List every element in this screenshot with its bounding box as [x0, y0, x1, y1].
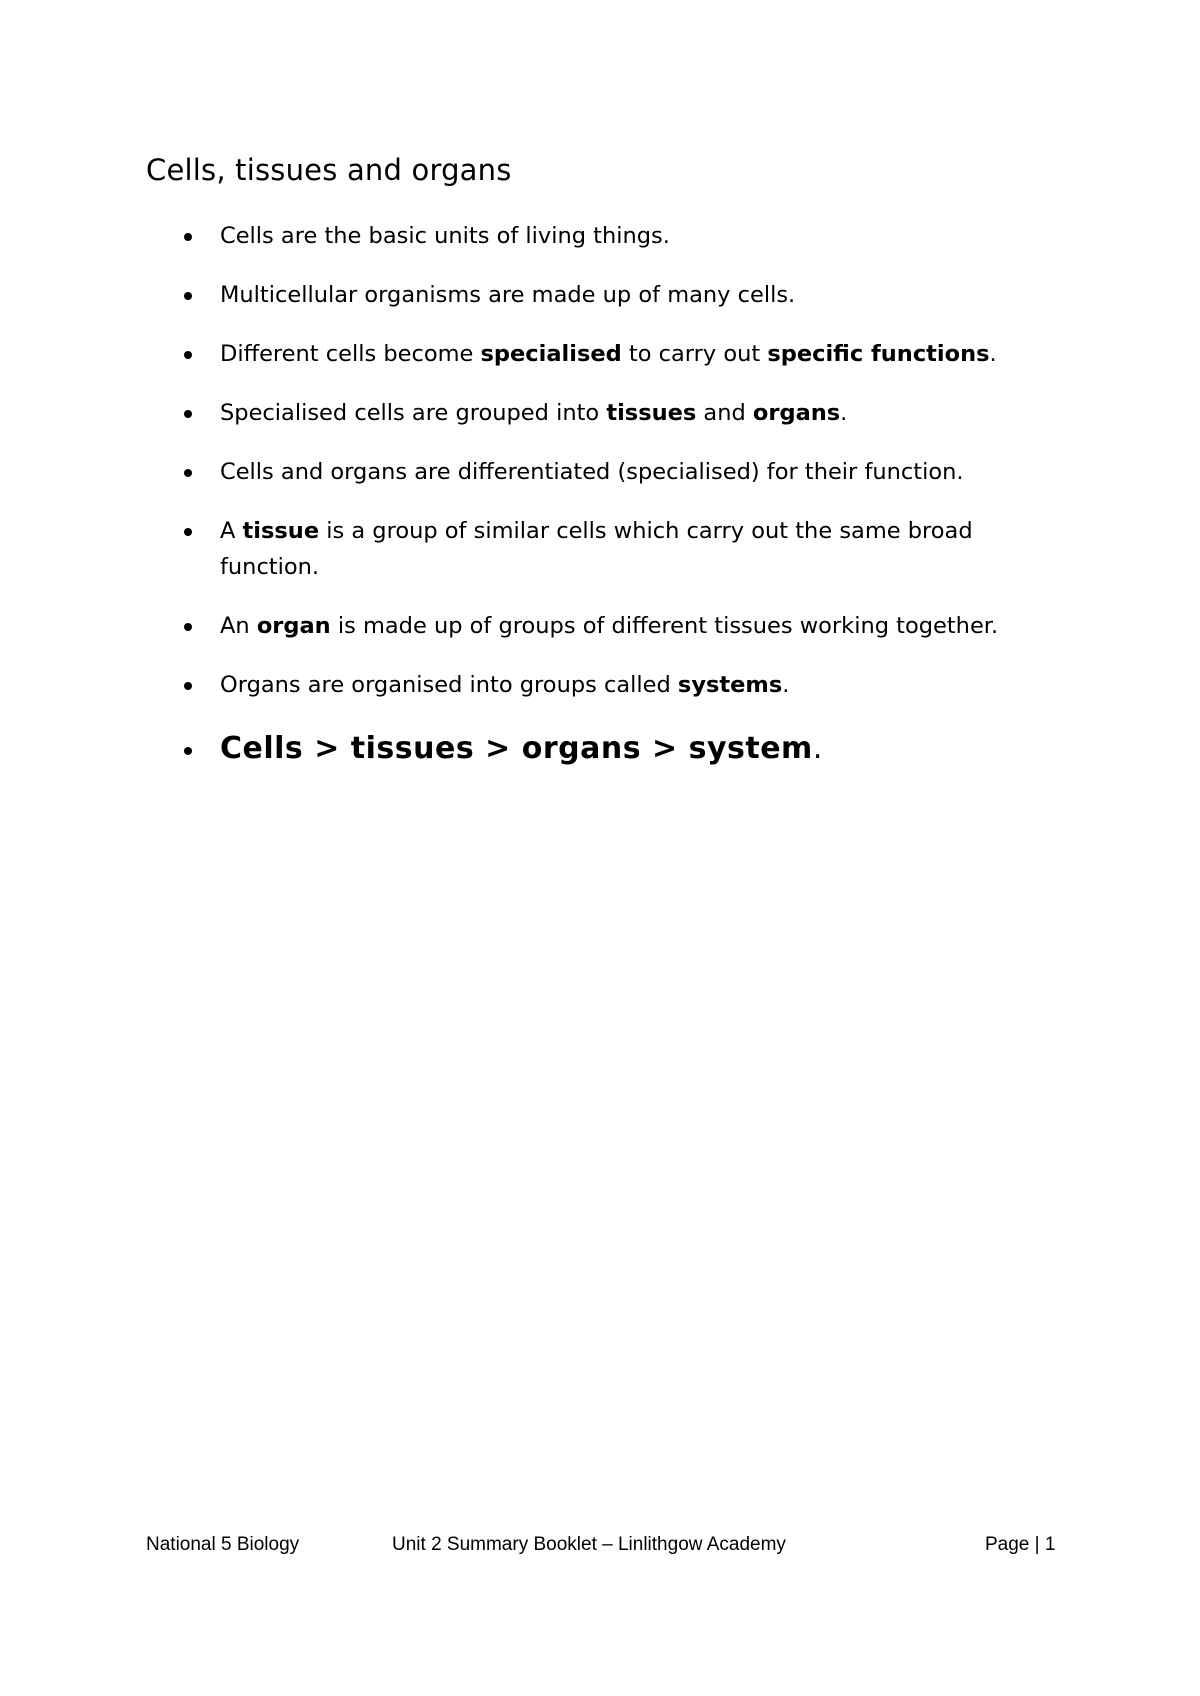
bold-term: tissues	[606, 400, 697, 426]
bullet-text: and	[696, 400, 753, 426]
bullet-dot-icon	[184, 469, 192, 477]
bullet-text: is made up of groups of different tissues working together.	[330, 613, 999, 639]
bullet-dot-icon	[184, 528, 192, 536]
bold-term: specialised	[480, 341, 622, 367]
bullet-text: to carry out	[621, 341, 768, 367]
bullet-list	[0, 218, 1200, 795]
bullet-item	[0, 608, 1200, 644]
bullet-text: A	[220, 518, 243, 544]
bullet-dot-icon	[184, 623, 192, 631]
bullet-text: Different cells become	[220, 341, 481, 367]
bold-term: Cells > tissues > organs > system	[220, 731, 813, 766]
bullet-text: Cells are the basic units of living things.	[220, 223, 670, 249]
bullet-text: .	[840, 400, 848, 426]
page-heading: Cells, tissues and organs	[146, 153, 512, 187]
bullet-item	[0, 218, 1200, 254]
bullet-item	[0, 726, 1200, 772]
bullet-item	[0, 395, 1200, 431]
bullet-dot-icon	[184, 410, 192, 418]
bullet-text: Organs are organised into groups called	[220, 672, 678, 698]
bold-term: organ	[256, 613, 331, 639]
bullet-text: .	[989, 341, 997, 367]
bullet-dot-icon	[184, 747, 192, 755]
bullet-text: Specialised cells are grouped into	[220, 400, 607, 426]
bullet-text: .	[812, 731, 823, 766]
bullet-dot-icon	[184, 233, 192, 241]
bullet-dot-icon	[184, 682, 192, 690]
bullet-text: Multicellular organisms are made up of many cells.	[220, 282, 796, 308]
bold-term: systems	[677, 672, 783, 698]
bold-term: specific functions	[767, 341, 990, 367]
bullet-text: An	[220, 613, 257, 639]
bullet-item	[0, 336, 1200, 372]
bullet-item	[0, 454, 1200, 490]
bullet-text: Cells and organs are differentiated (specialised) for their function.	[220, 459, 964, 485]
footer-subject: National 5 Biology	[146, 1534, 300, 1555]
bold-term: tissue	[242, 518, 320, 544]
bold-term: organs	[752, 400, 841, 426]
bullet-item	[0, 667, 1200, 703]
bullet-dot-icon	[184, 351, 192, 359]
footer-booklet-title: Unit 2 Summary Booklet – Linlithgow Academy	[392, 1534, 786, 1555]
bullet-text: is a group of similar cells which carry out the same broad function.	[220, 518, 973, 580]
bullet-item	[0, 513, 1200, 585]
bullet-dot-icon	[184, 292, 192, 300]
footer-page-number: Page | 1	[985, 1534, 1056, 1555]
bullet-text: .	[782, 672, 790, 698]
bullet-item	[0, 277, 1200, 313]
